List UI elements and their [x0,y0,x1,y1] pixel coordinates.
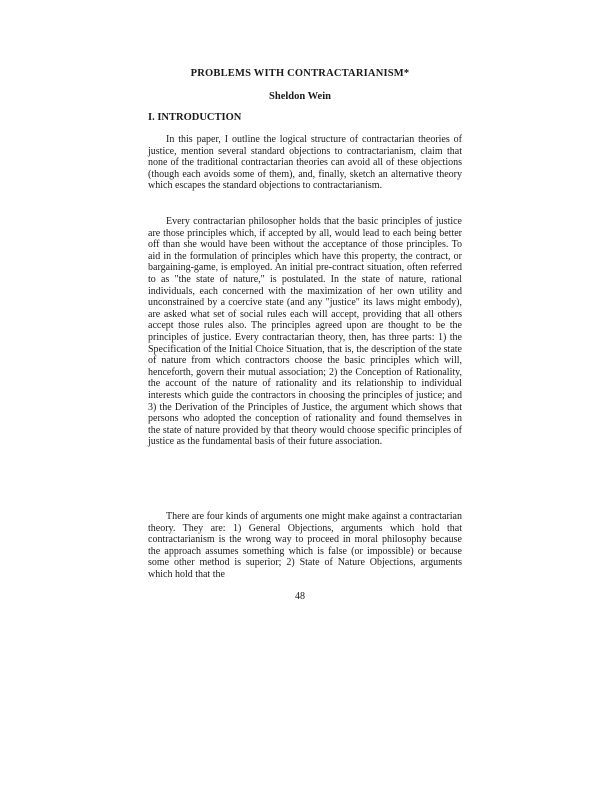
paper-title: PROBLEMS WITH CONTRACTARIANISM* [190,68,410,79]
paragraph-1 [148,134,462,192]
paragraph-3 [148,511,462,581]
paragraph-text: There are four kinds of arguments one might make against a contractarian theory. They are: 1) General Objections, arguments which hold that contractarianism is the wrong way to proceed in moral philosophy because the approach assumes something which is false (or impossible) or because some other method is superior; 2) State of Nature Objections, arguments which hold that the [148,511,462,580]
paragraph-2 [148,216,462,448]
author-name: Sheldon Wein [269,91,331,102]
paragraph-text: In this paper, I outline the logical structure of contractarian theories of justice, mention several standard objections to contractarianism, claim that none of the traditional contractarian theories can avoid all of these objections (though each avoids some of them), and, finally, sketch an alternative theory which escapes the standard objections to contractarianism. [148,134,462,192]
paragraph-text: Every contractarian philosopher holds that the basic principles of justice are those principles which, if accepted by all, would lead to each being better off than she would have been without the acceptance of those principles. To aid in the formulation of principles which have this property, the contract, or bargaining-game, is employed. An initial pre-contract situation, often referred to as "the state of nature," is postulated. In the state of nature, rational individuals, each concerned with the maximization of her own utility and unconstrained by a coercive state (and any "justice" its laws might embody), are asked what set of social rules each will accept, providing that all others accept those rules also. The principles agreed upon are thought to be the principles of justice. Every contractarian theory, then, has three parts: 1) the Specification of the Initial Choice Situation, that is, the description of the state of nature from which contractors choose the basic principles which will, henceforth, govern their mutual association; 2) the Conception of Rationality, the account of the nature of rationality and its relationship to individual interests which guide the contractors in choosing the principles of justice; and 3) the Derivation of the Principles of Justice, the argument which shows that persons who adopted the conception of rationality and found themselves in the state of nature provided by that theory would choose specific principles of justice as the fundamental basis of their future association. [148,216,462,448]
page-number: 48 [295,591,305,602]
section-heading: I. INTRODUCTION [148,112,242,123]
